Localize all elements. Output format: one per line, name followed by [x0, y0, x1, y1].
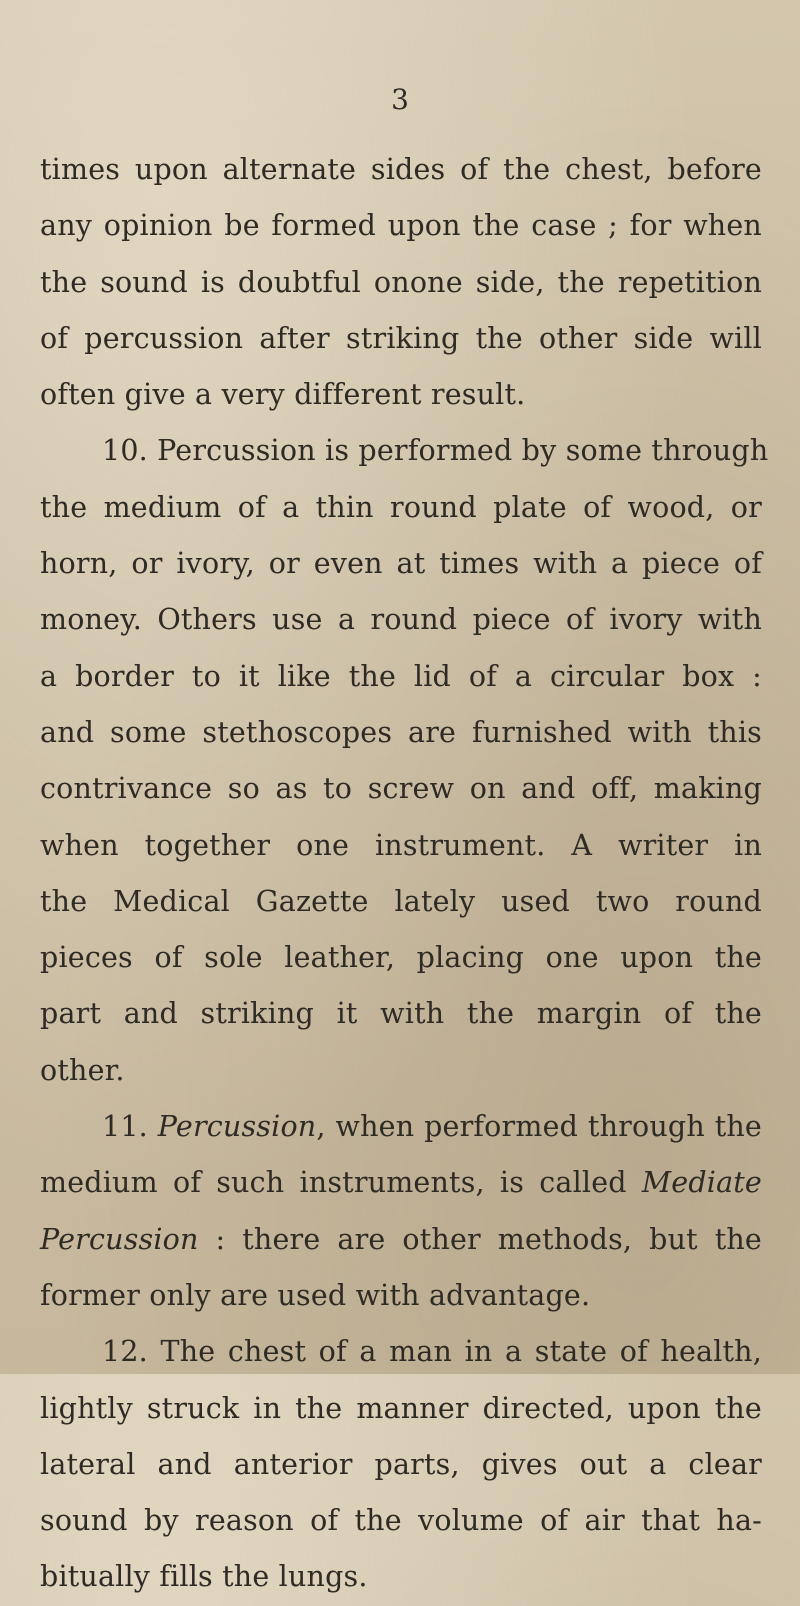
- text-line: money. Others use a round piece of ivory with: [40, 603, 762, 637]
- text-line: bitually fills the lungs.: [40, 1560, 368, 1594]
- text-line: other.: [40, 1053, 125, 1087]
- text-line: times upon alternate sides of the chest, before: [40, 153, 762, 186]
- text-line: the medium of a thin round plate of wood, or: [40, 490, 762, 524]
- text-line: medium of such instruments, is called Mediate: [40, 1166, 762, 1200]
- text-line: lateral and anterior parts, gives out a clear: [40, 1447, 762, 1481]
- text-line: part and striking it with the margin of the: [40, 997, 762, 1031]
- text-line: when together one instrument. A writer in: [40, 828, 762, 862]
- text-line: lightly struck in the manner directed, upon the: [40, 1391, 762, 1425]
- text-line: the sound is doubtful onone side, the repetition: [40, 265, 762, 299]
- text-line: Percussion : there are other methods, but the: [40, 1222, 762, 1256]
- text-line: horn, or ivory, or even at times with a piece of: [40, 547, 762, 581]
- text-line: the Medical Gazette lately used two round: [40, 884, 762, 918]
- text-line: a border to it like the lid of a circular box :: [40, 659, 762, 693]
- text-line: contrivance so as to screw on and off, making: [40, 772, 762, 806]
- text-line: 10. Percussion is performed by some through: [102, 434, 769, 468]
- body-text: [40, 142, 769, 1606]
- text-line: of percussion after striking the other side will: [40, 321, 762, 355]
- text-line: 12. The chest of a man in a state of health,: [102, 1335, 762, 1369]
- text-line: sound by reason of the volume of air that ha-: [40, 1504, 762, 1538]
- text-line: pieces of sole leather, placing one upon the: [40, 941, 762, 975]
- page-number: 3: [391, 83, 409, 116]
- text-line: any opinion be formed upon the case ; for when: [40, 209, 762, 243]
- text-line: 11. Percussion, when performed through the: [102, 1110, 762, 1144]
- text-line: and some stethoscopes are furnished with this: [40, 715, 762, 749]
- text-line: often give a very different result.: [40, 378, 526, 412]
- text-line: former only are used with advantage.: [40, 1278, 591, 1312]
